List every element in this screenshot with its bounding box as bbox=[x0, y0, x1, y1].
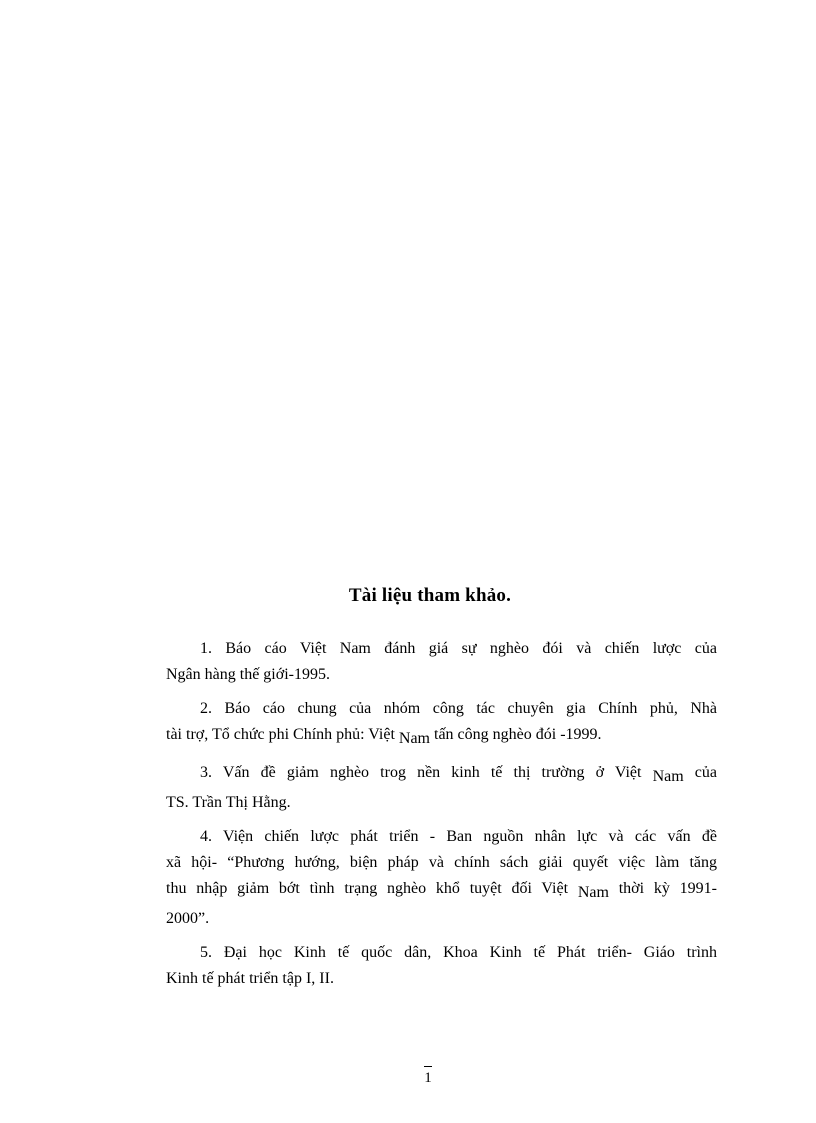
reference-4-line-3 bbox=[166, 876, 717, 906]
reference-list bbox=[166, 636, 717, 1000]
reference-4-text-a: thu nhập giảm bớt tình trạng nghèo khổ tuyệt đối Việt bbox=[166, 880, 578, 897]
reference-4-line-4: 2000”. bbox=[166, 910, 210, 927]
reference-3-line-2: TS. Trần Thị Hằng. bbox=[166, 794, 291, 811]
reference-1-line-2: Ngân hàng thế giới-1995. bbox=[166, 666, 330, 683]
reference-2-line-2 bbox=[166, 722, 717, 752]
page-number-value: 1 bbox=[424, 1070, 432, 1086]
reference-4-line-1: 4. Viện chiến lược phát triển - Ban nguồn nhân lực và các vấn đề bbox=[200, 828, 717, 845]
reference-5-line-1: 5. Đại học Kinh tế quốc dân, Khoa Kinh tế Phát triển- Giáo trình bbox=[200, 944, 717, 961]
reference-3-text-a: 3. Vấn đề giảm nghèo trog nền kinh tế thị trường ở Việt bbox=[200, 764, 653, 781]
page-number-rule bbox=[424, 1066, 432, 1067]
reference-3-country: Nam bbox=[652, 768, 684, 785]
reference-4-line-2: xã hội- “Phương hướng, biện pháp và chính sách giải quyết việc làm tăng bbox=[166, 854, 717, 871]
reference-2-text-a: tài trợ, Tổ chức phi Chính phủ: Việt bbox=[166, 726, 399, 743]
reference-4-text-b: thời kỳ 1991- bbox=[608, 880, 717, 897]
page-number bbox=[418, 1066, 438, 1087]
reference-item-1 bbox=[166, 636, 717, 688]
reference-item-5 bbox=[166, 940, 717, 992]
page-title: Tài liệu tham khảo. bbox=[348, 585, 512, 606]
reference-2-text-b: tấn công nghèo đói -1999. bbox=[430, 726, 602, 743]
reference-item-4 bbox=[166, 824, 717, 932]
reference-5-line-2: Kinh tế phát triển tập I, II. bbox=[166, 970, 334, 987]
reference-3-line-1 bbox=[166, 760, 717, 790]
reference-1-line-1: 1. Báo cáo Việt Nam đánh giá sự nghèo đói và chiến lược của bbox=[200, 640, 717, 657]
reference-2-country: Nam bbox=[398, 730, 430, 747]
reference-4-country: Nam bbox=[577, 884, 609, 901]
reference-2-line-1: 2. Báo cáo chung của nhóm công tác chuyên gia Chính phủ, Nhà bbox=[200, 700, 717, 717]
reference-item-2 bbox=[166, 696, 717, 752]
reference-3-text-b: của bbox=[683, 764, 718, 781]
reference-item-3 bbox=[166, 760, 717, 816]
